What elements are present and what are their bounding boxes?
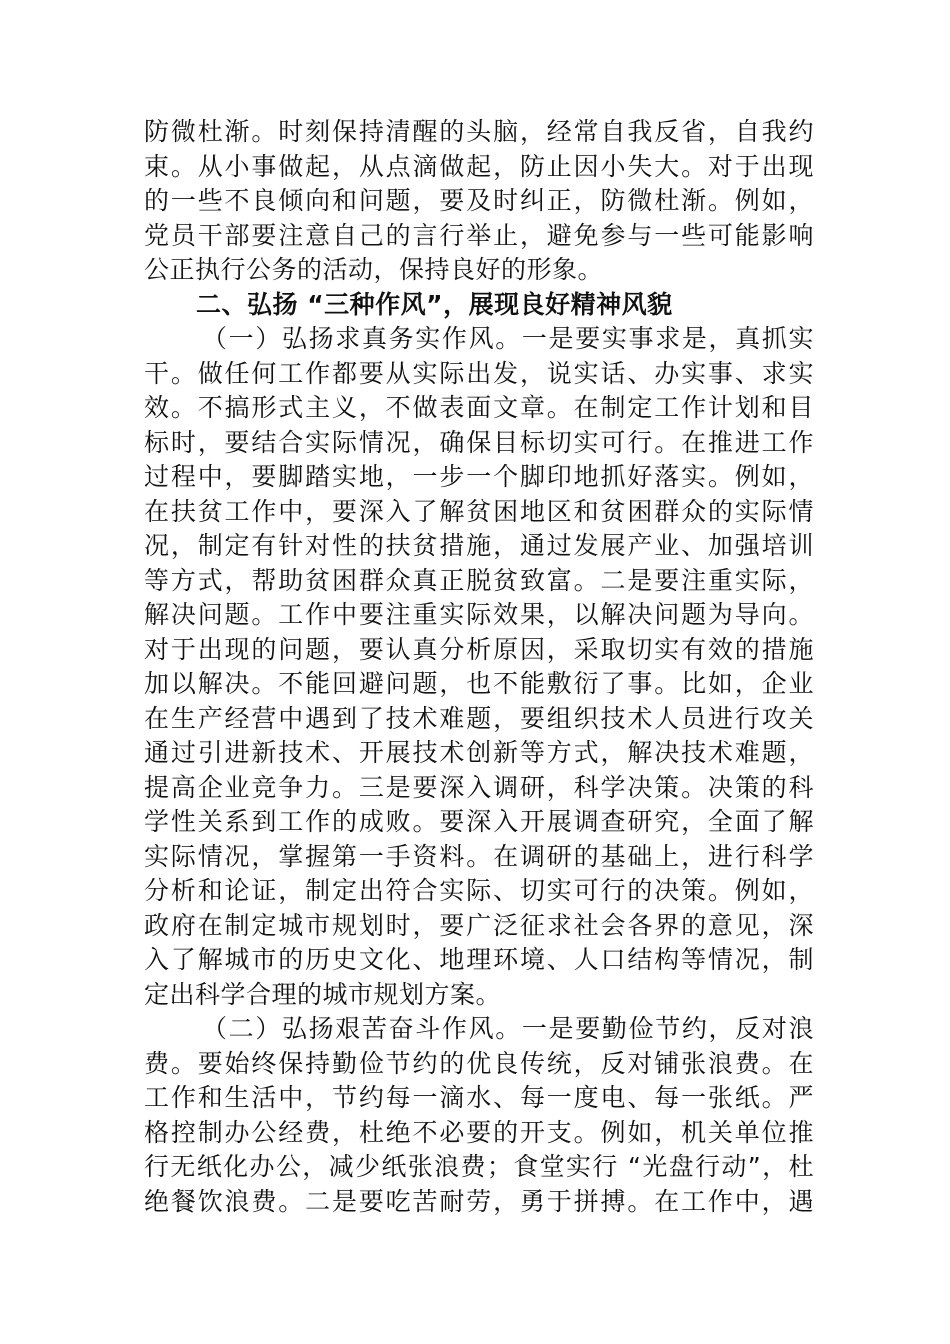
text-line: 党员干部要注意自己的言行举止，避免参与一些可能影响	[144, 220, 814, 250]
text-line: 在生产经营中遇到了技术难题，要组织技术人员进行攻关	[144, 703, 814, 733]
text-line: 对于出现的问题，要认真分析原因，采取切实有效的措施	[144, 634, 814, 664]
text-line: 提高企业竞争力。三是要深入调研，科学决策。决策的科	[144, 772, 814, 802]
section-heading: 二、弘扬 “三种作风”，展现良好精神风貌	[196, 289, 673, 319]
text-line: 在扶贫工作中，要深入了解贫困地区和贫困群众的实际情	[144, 496, 814, 526]
text-line: 定出科学合理的城市规划方案。	[144, 979, 502, 1009]
text-line: 政府在制定城市规划时，要广泛征求社会各界的意见，深	[144, 910, 814, 940]
text-line: 过程中，要脚踏实地，一步一个脚印地抓好落实。例如，	[144, 462, 814, 491]
text-line: 况，制定有针对性的扶贫措施，通过发展产业、加强培训	[144, 531, 814, 560]
text-line: 解决问题。工作中要注重实际效果，以解决问题为导向。	[144, 600, 814, 629]
text-line: 入了解城市的历史文化、地理环境、人口结构等情况，制	[144, 945, 814, 974]
body-text	[144, 115, 814, 1219]
text-line: 效。不搞形式主义，不做表面文章。在制定工作计划和目	[144, 393, 814, 422]
text-line: 标时，要结合实际情况，确保目标切实可行。在推进工作	[144, 427, 814, 457]
text-line: 费。要始终保持勤俭节约的优良传统，反对铺张浪费。在	[144, 1048, 814, 1078]
text-line: 防微杜渐。时刻保持清醒的头脑，经常自我反省，自我约	[144, 117, 814, 146]
paragraph-first-line: （二）弘扬艰苦奋斗作风。一是要勤俭节约，反对浪	[202, 1014, 814, 1043]
text-line: 的一些不良倾向和问题，要及时纠正，防微杜渐。例如，	[144, 186, 814, 215]
paragraph-first-line: （一）弘扬求真务实作风。一是要实事求是，真抓实	[202, 324, 814, 353]
text-line: 实际情况，掌握第一手资料。在调研的基础上，进行科学	[144, 841, 814, 871]
text-line: 工作和生活中，节约每一滴水、每一度电、每一张纸。严	[144, 1083, 814, 1112]
text-line: 绝餐饮浪费。二是要吃苦耐劳，勇于拼搏。在工作中，遇	[144, 1186, 814, 1216]
text-line: 加以解决。不能回避问题，也不能敷衍了事。比如，企业	[144, 669, 814, 698]
text-line: 干。做任何工作都要从实际出发，说实话、办实事、求实	[144, 358, 814, 388]
text-line: 等方式，帮助贫困群众真正脱贫致富。二是要注重实际，	[144, 565, 814, 595]
text-line: 学性关系到工作的成败。要深入开展调查研究，全面了解	[144, 807, 814, 836]
text-line: 束。从小事做起，从点滴做起，防止因小失大。对于出现	[144, 151, 814, 181]
text-line: 格控制办公经费，杜绝不必要的开支。例如，机关单位推	[144, 1117, 814, 1147]
text-line: 公正执行公务的活动，保持良好的形象。	[144, 255, 604, 284]
text-line: 分析和论证，制定出符合实际、切实可行的决策。例如，	[144, 876, 814, 905]
text-line: 行无纸化办公，减少纸张浪费；食堂实行 “光盘行动”，杜	[144, 1152, 814, 1181]
text-line: 通过引进新技术、开展技术创新等方式，解决技术难题，	[144, 738, 814, 767]
